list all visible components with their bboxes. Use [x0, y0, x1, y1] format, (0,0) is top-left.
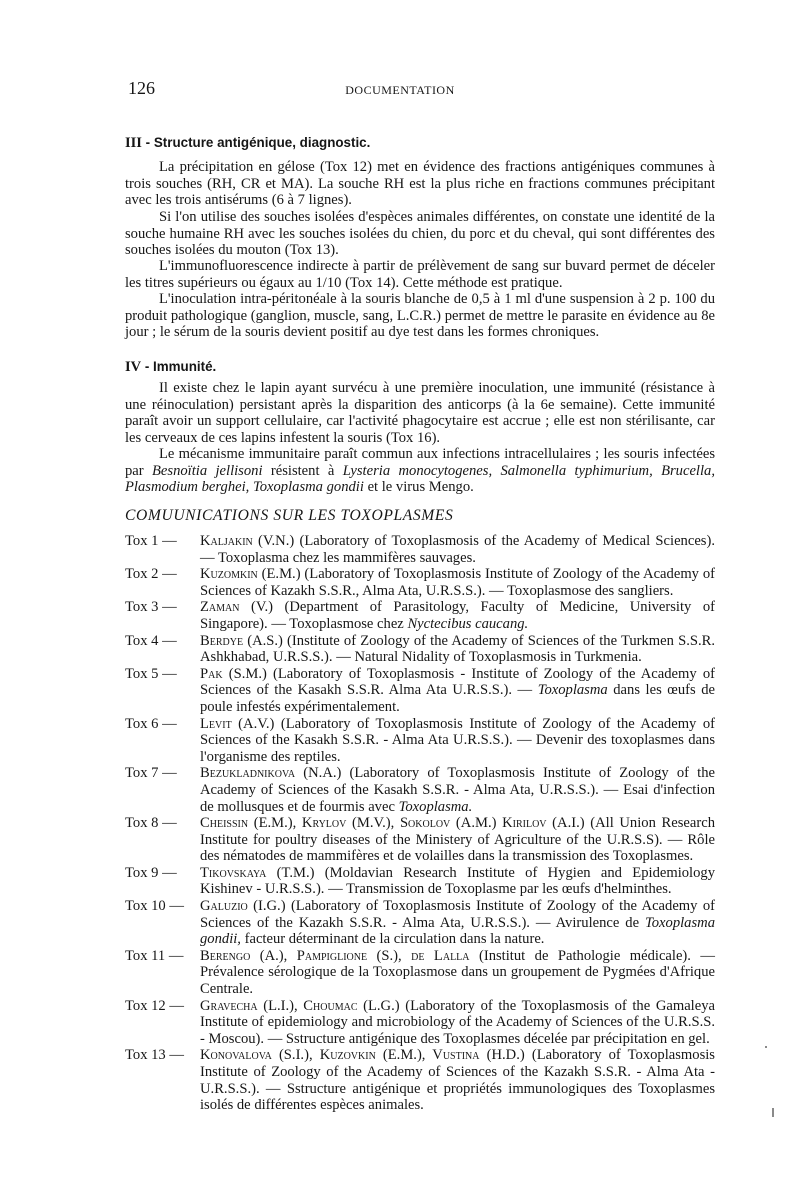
- authors: Berdye: [200, 632, 244, 649]
- entry-rest: (A.I.) (All Union Research Institute for poultry diseases of the Ministery of Agriculture of the U.R.S.S). — Rôle des nématodes de mammifères et de volailles dans la transmission des Toxoplasmes.: [200, 815, 716, 865]
- section-title: - Immunité.: [141, 359, 217, 374]
- entry-italic: Nyctecibus caucang.: [407, 615, 529, 632]
- tox-entry-text: [200, 865, 715, 898]
- entry-rest: (A.V.) (Laboratory of Toxoplasmosis Institute of Zoology of the Academy of Sciences of the Kasakh S.S.R. - Alma Ata U.R.S.S.). — Devenir des toxoplasmes dans l'organisme des reptiles.: [200, 715, 715, 765]
- tox-label: Tox 5 —: [125, 665, 177, 682]
- entry-rest: (A.S.) (Institute of Zoology of the Academy of Sciences of the Turkmen S.S.R. Ashkhabad, U.R.S.S.). — Natural Nidality of Toxoplasmosis in Turkmenia.: [200, 632, 715, 666]
- list-item: [125, 998, 715, 1048]
- tox-label: Tox 13 —: [125, 1047, 184, 1064]
- communications-list: [125, 533, 715, 1114]
- entry-italic: Toxoplasma: [537, 682, 608, 699]
- list-item: [125, 533, 715, 566]
- list-item: [125, 633, 715, 666]
- entry-rest: (Institut de Pathologie médicale). — Prévalence sérologique de la Toxoplasmose dans un groupement de Pygmées d'Afrique Centrale.: [200, 947, 715, 998]
- tox-label: Tox 1 —: [125, 533, 177, 549]
- tox-label: Tox 7 —: [125, 765, 177, 782]
- entry-italic: Toxoplasma gondii,: [200, 914, 715, 948]
- list-item: [125, 865, 715, 898]
- tox-entry-text: [200, 666, 715, 716]
- entry-tail: dans les œufs de poule infestés expérimentalement.: [200, 682, 715, 715]
- paragraph-text: et le virus Mengo.: [363, 479, 474, 496]
- tox-label: Tox 9 —: [125, 864, 177, 881]
- authors: Kaljakin: [200, 533, 253, 549]
- authors: Tikovskaya: [200, 864, 267, 881]
- communications-heading: COMUUNICATIONS SUR LES TOXOPLASMES: [125, 507, 454, 524]
- entry-rest: (T.M.) (Moldavian Research Institute of Hygien and Epidemiology Kishinev - U.R.S.S.). — Transmission de Toxoplasme par les œufs d'helminthes.: [200, 864, 715, 898]
- tox-entry-text: [200, 815, 715, 865]
- list-item: [125, 765, 715, 815]
- tox-label: Tox 6 —: [125, 715, 177, 732]
- section-heading-iii: [125, 135, 370, 151]
- authors: Pak: [200, 665, 223, 682]
- authors: Cheissin (E.M.), Krylov (M.V.), Sokolov (A.M.) Kirilov: [200, 815, 547, 832]
- entry-rest: (S.M.) (Laboratory of Toxoplasmosis - Institute of Zoology of the Academy of Sciences of the Kasakh S.S.R. Alma Ata U.R.S.S.). —: [200, 665, 715, 699]
- list-item: [125, 948, 715, 998]
- authors: Konovalova (S.I.), Kuzovkin (E.M.), Vustina: [200, 1047, 480, 1064]
- section-title: - Structure antigénique, diagnostic.: [141, 135, 371, 150]
- paragraph: [125, 446, 715, 496]
- authors: Levit: [200, 715, 232, 732]
- paragraph: Il existe chez le lapin ayant survécu à une première inoculation, une immunité (résistance à une réinoculation) persistant après la disparition des anticorps (à la 6e semaine). Cette immunité paraît avoir un support cellulaire, car l'activité phagocytaire est accrue ; elle est non stérilisante, car les cerveaux de ces lapins infestent la souris (Tox 16).: [125, 380, 715, 446]
- paragraph: L'inoculation intra-péritonéale à la souris blanche de 0,5 à 1 ml d'une suspension à 2 p. 100 du produit pathologique (ganglion, muscle, sang, L.C.R.) permet de mettre le parasite en évidence au 8e jour ; le sérum de la souris devient positif au dye test dans les formes chroniques.: [125, 291, 715, 341]
- list-item: [125, 898, 715, 948]
- species-names: Lysteria monocytogenes, Salmonella typhimurium, Brucella, Plasmodium berghei, Toxoplasma gondii: [125, 462, 715, 496]
- section-number: III: [125, 135, 142, 151]
- list-item: [125, 599, 715, 632]
- paragraph: La précipitation en gélose (Tox 12) met en évidence des fractions antigéniques communes à trois souches (RH, CR et MA). La souche RH est la plus riche en fractions communes précipitant avec les trois antisérums (6 à 7 lignes).: [125, 159, 715, 209]
- tox-entry-text: [200, 533, 715, 566]
- tox-label: Tox 12 —: [125, 997, 184, 1014]
- list-item: [125, 815, 715, 865]
- tox-label: Tox 11 —: [125, 947, 184, 964]
- authors: Zaman: [200, 599, 240, 616]
- tox-entry-text: [200, 765, 715, 815]
- entry-rest: (I.G.) (Laboratory of Toxoplasmosis Institute of Zoology of the Academy of Sciences of the Kazakh S.S.R. - Alma Ata, U.R.S.S.). — Avirulence de: [200, 898, 715, 931]
- tox-entry-text: [200, 948, 715, 998]
- entry-rest: (N.A.) (Laboratory of Toxoplasmosis Institute of Zoology of the Academy of Sciences of the Kasakh S.S.R. - Alma Ata, U.R.S.S.). — Esai d'infection de mollusques et de fourmis avec: [200, 765, 715, 815]
- tox-entry-text: [200, 998, 715, 1048]
- entry-rest: (L.G.) (Laboratory of the Toxoplasmosis of the Gamaleya Institute of epidemiology and microbiology of the Academy of Sciences of the U.R.S.S. - Moscou). — Sstructure antigénique des Toxoplasmes décelée par précipitation en gel.: [200, 997, 715, 1047]
- tox-entry-text: [200, 716, 715, 766]
- tox-label: Tox 3 —: [125, 599, 177, 616]
- scan-speck: [772, 1108, 774, 1117]
- paragraph-text: Le mécanisme immunitaire paraît commun aux infections intracellulaires ; les souris infectées par: [125, 446, 715, 479]
- authors: Galuzio: [200, 898, 248, 915]
- scan-speck: [765, 1046, 767, 1048]
- authors: Gravecha (L.I.), Choumac: [200, 997, 358, 1014]
- page-number: 126: [128, 78, 155, 98]
- authors: Kuzomkin: [200, 566, 258, 583]
- list-item: [125, 566, 715, 599]
- tox-label: Tox 2 —: [125, 566, 177, 583]
- tox-entry-text: [200, 566, 715, 599]
- running-head: DOCUMENTATION: [345, 83, 455, 97]
- entry-rest: (V.) (Department of Parasitology, Faculty of Medicine, University of Singapore). — Toxoplasmose chez: [200, 599, 715, 632]
- tox-label: Tox 4 —: [125, 632, 177, 649]
- authors: Bezukladnikova: [200, 765, 296, 782]
- tox-entry-text: [200, 633, 715, 666]
- tox-entry-text: [200, 1047, 715, 1113]
- tox-entry-text: [200, 599, 715, 632]
- entry-rest: (H.D.) (Laboratory of Toxoplasmosis Institute of Zoology of the Academy of Sciences of the Kazakh S.S.R. - Alma Ata - U.R.S.S.). — Sstructure antigénique et propriétés immunologiques des Toxoplasmes isolés de différentes espèces animales.: [200, 1047, 715, 1114]
- section-heading-iv: [125, 359, 216, 375]
- tox-entry-text: [200, 898, 715, 948]
- paragraph-text: résistent à: [262, 462, 343, 479]
- entry-rest: (E.M.) (Laboratory of Toxoplasmosis Institute of Zoology of the Academy of Sciences of Kazakh S.S.R., Alma Ata, U.R.S.S.). — Toxoplasmose des sangliers.: [200, 566, 715, 599]
- list-item: [125, 666, 715, 716]
- authors: Berengo (A.), Pampiglione (S.), de Lalla: [200, 947, 470, 964]
- entry-tail: facteur déterminant de la circulation dans la nature.: [240, 931, 545, 948]
- section-number: IV: [125, 359, 142, 375]
- tox-label: Tox 8 —: [125, 815, 177, 832]
- entry-italic: Toxoplasma.: [398, 798, 473, 815]
- tox-label: Tox 10 —: [125, 898, 184, 915]
- paragraph: L'immunofluorescence indirecte à partir de prélèvement de sang sur buvard permet de déceler les titres supérieurs ou égaux au 1/10 (Tox 14). Cette méthode est pratique.: [125, 258, 715, 291]
- paragraph: Si l'on utilise des souches isolées d'espèces animales différentes, on constate une identité de la souche humaine RH avec les souches isolées du chien, du porc et du cheval, qui sont différentes des souches isolées du mouton (Tox 13).: [125, 209, 715, 259]
- list-item: [125, 1047, 715, 1113]
- entry-rest: (V.N.) (Laboratory of Toxoplasmosis of the Academy of Medical Sciences). — Toxoplasma chez les mammifères sauvages.: [200, 533, 715, 566]
- list-item: [125, 716, 715, 766]
- species-name: Besnoïtia jellisoni: [152, 462, 263, 479]
